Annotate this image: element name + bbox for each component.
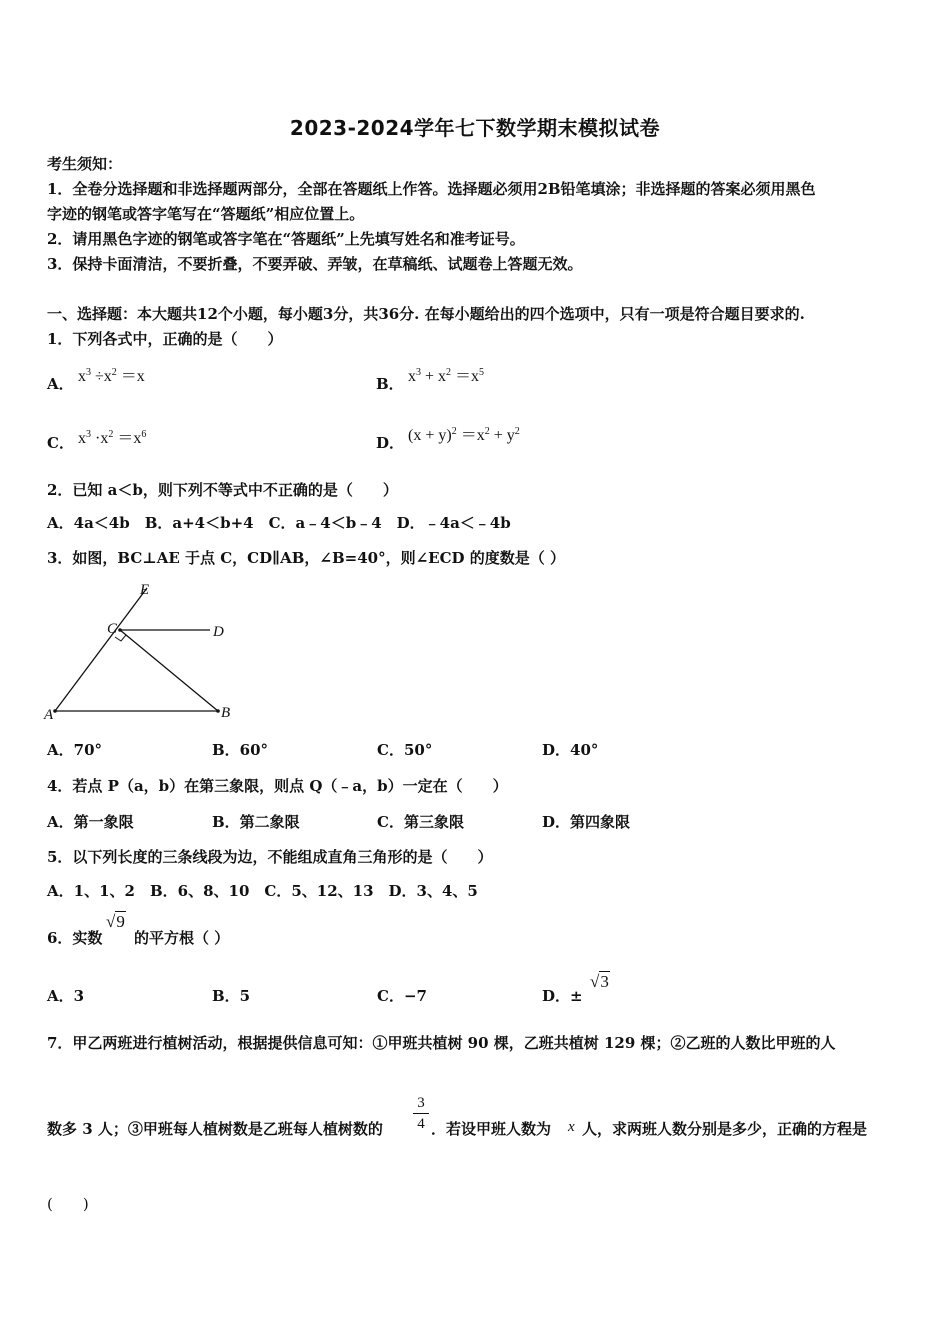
q3-option-c: C．50°: [377, 741, 433, 759]
label-b: B: [221, 705, 231, 721]
label-c: C: [107, 621, 118, 637]
question-1-stem: 1．下列各式中，正确的是（ ）: [47, 330, 283, 348]
notice-line-3: 3．保持卡面清洁，不要折叠，不要弄破、弄皱，在草稿纸、试题卷上答题无效。: [47, 255, 583, 273]
q3-option-b: B．60°: [212, 741, 269, 759]
question-2-stem: 2．已知 a＜b，则下列不等式中不正确的是（ ）: [47, 481, 398, 499]
q6-option-d: D．±: [542, 987, 583, 1005]
notice-line-1b: 字迹的钢笔或答字笔写在“答题纸”相应位置上。: [47, 205, 365, 223]
q3-option-a: A．70°: [47, 741, 103, 759]
question-3-stem: 3．如图，BC⊥AE 于点 C，CD∥AB，∠B=40°，则∠ECD 的度数是（ ）: [47, 549, 565, 567]
q1-option-c-label: C．: [47, 434, 74, 452]
q1-option-c-expr: $x^3 \cdot x^2 =x^6$: [78, 429, 147, 447]
question-7-answer-paren: ( ): [47, 1195, 89, 1213]
q4-option-b: B．第二象限: [212, 813, 300, 831]
question-5-stem: 5．以下列长度的三条线段为边，不能组成直角三角形的是（ ）: [47, 848, 493, 866]
point-a: [53, 709, 57, 713]
q4-option-c: C．第三象限: [377, 813, 464, 831]
q1-option-d-label: D．: [376, 434, 405, 452]
label-d: D: [213, 624, 224, 640]
label-e: E: [140, 582, 150, 598]
page-title: 2023-2024学年七下数学期末模拟试卷: [289, 116, 661, 140]
question-7-line-2-pre: 数多 3 人；③甲班每人植树数是乙班每人植树数的: [47, 1120, 383, 1138]
geometry-figure: [40, 578, 250, 723]
question-7-line-1: 7．甲乙两班进行植树活动，根据提供信息可知：①甲班共植树 90 棵，乙班共植树 129 棵；②乙班的人数比甲班的人: [47, 1034, 836, 1052]
label-a: A: [44, 707, 54, 723]
section-heading: 一、选择题：本大题共12个小题，每小题3分，共36分. 在每小题给出的四个选项中，只有一项是符合题目要求的.: [47, 305, 805, 323]
question-4-stem: 4．若点 P（a，b）在第三象限，则点 Q（﹣a，b）一定在（ ）: [47, 777, 508, 795]
line-cb: [120, 630, 218, 711]
question-6-stem-pre: 6．实数: [47, 929, 103, 947]
q1-option-a-expr: $x^3 \div x^2 =x$: [78, 367, 145, 385]
question-2-options: A．4a＜4b B．a+4＜b+4 C．a﹣4＜b﹣4 D．﹣4a＜﹣4b: [47, 514, 511, 532]
question-7-line-2-mid: ．若设甲班人数为: [431, 1120, 552, 1138]
q6-sqrt-9: √9: [106, 912, 125, 931]
q4-option-d: D．第四象限: [542, 813, 631, 831]
question-5-options: A．1、1、2 B．6、8、10 C．5、12、13 D．3、4、5: [47, 882, 478, 900]
q1-option-b-expr: $x^3 + x^2 =x^5$: [408, 367, 485, 385]
q6-option-c: C．−7: [377, 987, 427, 1005]
q6-sqrt-3: √3: [590, 972, 609, 991]
notice-line-1: 1．全卷分选择题和非选择题两部分，全部在答题纸上作答。选择题必须用2B铅笔填涂；非选择题的答案必须用黑色: [47, 180, 816, 198]
q1-option-b-label: B．: [376, 375, 404, 393]
q3-option-d: D．40°: [542, 741, 599, 759]
q6-option-b: B．5: [212, 987, 251, 1005]
q7-variable-x: x: [568, 1119, 575, 1135]
q7-fraction: 3 4: [413, 1094, 429, 1133]
notice-heading: 考生须知：: [47, 155, 123, 173]
question-6-stem-post: 的平方根（ ）: [134, 929, 230, 947]
q6-option-a: A．3: [47, 987, 85, 1005]
q1-option-d-expr: $(x + y)^2 =x^2 + y^2$: [408, 426, 520, 444]
q1-option-a-label: A．: [47, 375, 74, 393]
line-ae: [55, 588, 147, 711]
notice-line-2: 2．请用黑色字迹的钢笔或答字笔在“答题纸”上先填写姓名和准考证号。: [47, 230, 525, 248]
question-7-line-2-post: 人，求两班人数分别是多少，正确的方程是: [582, 1120, 868, 1138]
point-c: [118, 628, 122, 632]
q4-option-a: A．第一象限: [47, 813, 134, 831]
point-b: [216, 709, 220, 713]
